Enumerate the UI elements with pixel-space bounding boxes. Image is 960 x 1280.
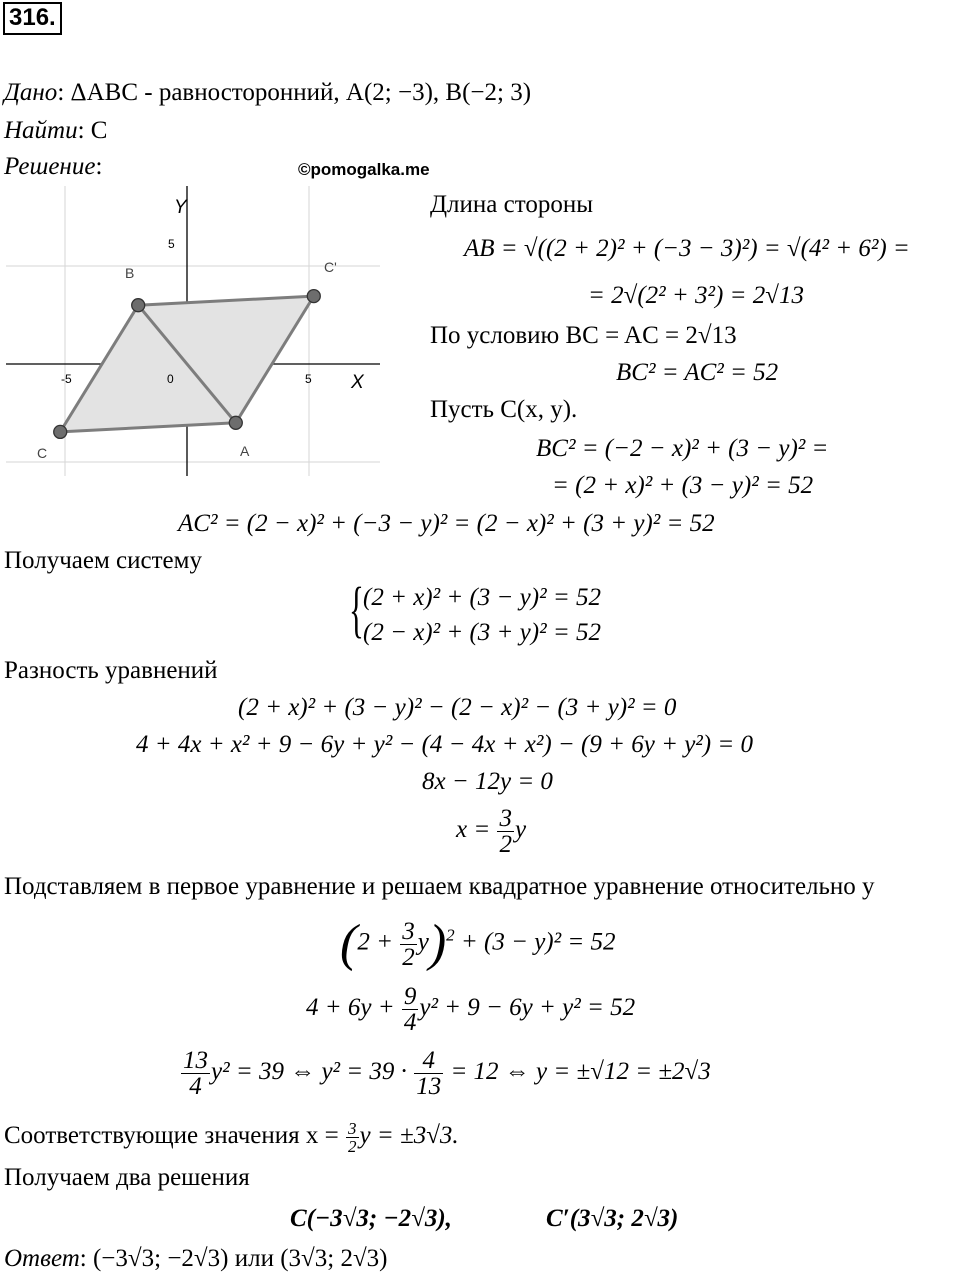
answer-label: Ответ	[4, 1245, 80, 1272]
corr-part-a: Соответствующие значения x =	[4, 1122, 339, 1150]
point-a	[229, 416, 242, 429]
eq3-fraction-den: 4	[189, 1073, 202, 1100]
x-expression-lhs: x =	[456, 816, 491, 844]
eq1-part-a: 2 +	[357, 928, 393, 956]
condition-line: По условию BC = AC = 2√13	[430, 322, 737, 349]
bc-formula-1: BC² = (−2 − x)² + (3 − y)² =	[536, 435, 829, 462]
point-label-a: A	[240, 443, 250, 459]
squares-line: BC² = AC² = 52	[616, 359, 779, 386]
solution-line	[4, 154, 102, 179]
x-axis-label: X	[351, 372, 364, 393]
eq3-fraction2-den: 13	[416, 1073, 442, 1100]
given-text: : ΔABC - равносторонний, A(2; −3), B(−2; 3)	[57, 79, 532, 106]
corr-fraction-num: 3	[348, 1119, 357, 1138]
substituted-eq-1	[340, 915, 616, 972]
solution-label: Решение	[4, 153, 96, 180]
eq1-fraction-num: 3	[402, 917, 415, 945]
substituted-eq-2	[306, 984, 635, 1035]
x-tick-5: 5	[305, 372, 312, 386]
eq3-part-b: = 12 ⇔ y = ±√12 = ±2√3	[450, 1058, 711, 1086]
eq2-fraction-num: 9	[403, 983, 417, 1010]
corr-fraction	[346, 1120, 359, 1155]
ab-formula-1: AB = √((2 + 2)² + (−3 − 3)²) = √(4² + 6²) =	[464, 235, 910, 262]
x-fraction-num: 3	[499, 805, 512, 832]
ac-formula: AC² = (2 − x)² + (−3 − y)² = (2 − x)² + (3 + y)² = 52	[178, 510, 715, 537]
side-heading: Длина стороны	[430, 191, 594, 218]
eq3-fraction-2	[414, 1048, 443, 1099]
solution-c-prime: C′(3√3; 2√3)	[546, 1205, 679, 1232]
eq3-fraction	[181, 1048, 210, 1099]
find-line	[4, 118, 107, 143]
find-label: Найти	[4, 117, 78, 144]
bc-formula-2: = (2 + x)² + (3 − y)² = 52	[552, 472, 814, 499]
point-b	[132, 299, 145, 312]
point-label-b: B	[125, 265, 135, 281]
answer-text: : (−3√3; −2√3) или (3√3; 2√3)	[79, 1245, 388, 1272]
eq1-part-c: + (3 − y)² = 52	[460, 928, 616, 956]
eq1-part-b: y	[417, 928, 429, 956]
corr-part-b: y = ±3√3.	[359, 1122, 459, 1150]
eq3-part-a: y² = 39 ⇔ y² = 39 ·	[211, 1058, 407, 1086]
y-axis-label: Y	[174, 197, 187, 218]
let-line: Пусть C(x, y).	[430, 396, 578, 423]
point-label-c: C	[37, 445, 48, 461]
answer-line	[4, 1246, 387, 1271]
system-eq-1: (2 + x)² + (3 − y)² = 52	[363, 584, 601, 611]
y-tick-5: 5	[168, 237, 175, 251]
ab-formula-2: = 2√(2² + 3²) = 2√13	[588, 282, 804, 309]
eq3-fraction2-num: 4	[414, 1048, 443, 1074]
corresponding-values	[4, 1120, 459, 1155]
eq1-fraction	[400, 919, 417, 970]
close-paren: )	[428, 915, 447, 972]
eq2-part-a: 4 + 6y +	[306, 994, 395, 1022]
x-tick-neg5: -5	[61, 372, 72, 386]
solution-text: :	[95, 153, 103, 180]
difference-eq-1: (2 + x)² + (3 − y)² − (2 − x)² − (3 + y)² = 0	[238, 694, 677, 721]
eq2-fraction-den: 4	[403, 1009, 417, 1036]
given-label: Дано	[4, 79, 58, 106]
problem-number: 316.	[3, 2, 62, 35]
open-paren: (	[340, 915, 358, 972]
x-expression-var: y	[514, 816, 527, 844]
solution-c: C(−3√3; −2√3),	[290, 1205, 452, 1232]
system-eq-2: (2 − x)² + (3 + y)² = 52	[363, 619, 601, 646]
eq2-part-b: y² + 9 − 6y + y² = 52	[419, 994, 636, 1022]
point-c	[54, 425, 67, 438]
difference-eq-2: 4 + 4x + x² + 9 − 6y + y² − (4 − 4x + x²) − (9 + 6y + y²) = 0	[136, 731, 753, 758]
corr-fraction-den: 2	[348, 1137, 357, 1156]
find-text: : C	[77, 117, 108, 144]
x-expression	[456, 806, 526, 857]
eq2-fraction	[402, 984, 419, 1035]
x-fraction	[497, 806, 514, 857]
difference-eq-3: 8x − 12y = 0	[422, 768, 553, 795]
substituted-eq-3	[180, 1048, 711, 1099]
eq3-fraction-num: 13	[183, 1047, 208, 1074]
system-heading: Получаем систему	[4, 547, 202, 574]
given-line	[4, 80, 531, 105]
substitution-line: Подставляем в первое уравнение и решаем квадратное уравнение относительно y	[4, 873, 875, 900]
point-label-c-prime: C'	[324, 259, 337, 275]
eq1-square: 2	[446, 925, 455, 945]
difference-heading: Разность уравнений	[4, 657, 218, 684]
x-tick-0: 0	[167, 372, 174, 386]
two-solutions-heading: Получаем два решения	[4, 1164, 250, 1191]
system-brace: {	[349, 576, 364, 644]
x-fraction-den: 2	[499, 831, 512, 858]
watermark: ©pomogalka.me	[298, 160, 430, 179]
eq1-fraction-den: 2	[402, 943, 415, 971]
coordinate-graph	[6, 186, 380, 476]
point-c-prime	[307, 290, 320, 303]
